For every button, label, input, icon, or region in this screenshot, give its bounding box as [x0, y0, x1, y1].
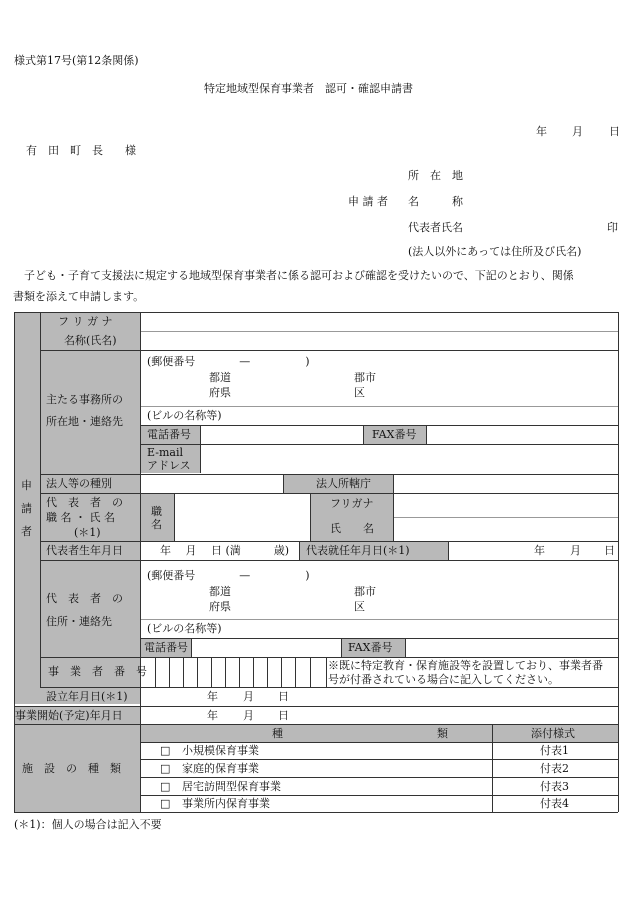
facility-form: 付表1: [540, 744, 569, 757]
date-month: 月: [572, 125, 583, 138]
established-day: 日: [278, 690, 289, 703]
checkbox-icon[interactable]: □: [160, 780, 171, 793]
building-name-field[interactable]: (ビルの名称等): [147, 409, 222, 422]
address-label-2: 住所・連絡先: [46, 615, 112, 628]
rep-furigana-label: フリガナ: [330, 497, 374, 510]
rep-label-3: (＊1): [74, 526, 101, 539]
rep-building-field[interactable]: (ビルの名称等): [147, 622, 222, 635]
rep-since-day: 日: [604, 544, 615, 557]
facility-type-label: 施 設 の 種 類: [22, 762, 121, 775]
rep-prefecture-1: 都道: [209, 585, 231, 598]
fax-label: FAX番号: [372, 428, 417, 441]
rep-birth-label: 代表者生年月日: [46, 544, 123, 557]
checkbox-icon[interactable]: □: [160, 744, 171, 757]
facility-name: 居宅訪問型保育事業: [182, 780, 281, 793]
document-title: 特定地域型保育事業者 認可・確認申請書: [204, 82, 413, 95]
email-label-2: アドレス: [147, 459, 191, 472]
rep-since-month: 月: [570, 544, 581, 557]
representative-label: 代表者氏名: [408, 221, 463, 234]
form-number: 様式第17号(第12条関係): [14, 54, 139, 67]
facility-form-header: 添付様式: [531, 727, 575, 740]
applicant-label: 申 請 者: [348, 195, 388, 208]
checkbox-icon[interactable]: □: [160, 762, 171, 775]
prefecture-label-1: 都道: [209, 371, 231, 384]
business-number-label: 事 業 者 番 号: [48, 665, 147, 678]
date-year: 年: [536, 125, 547, 138]
facility-form: 付表3: [540, 780, 569, 793]
furigana-label: フ リ ガ ナ: [58, 315, 113, 328]
business-number-note-1: ※既に特定教育・保育施設等を設置しており、事業者番: [328, 659, 603, 672]
side-label-3: 者: [21, 525, 32, 538]
facility-kind-header: 種 類: [272, 727, 448, 740]
rep-fax-label: FAX番号: [348, 641, 393, 654]
rep-fullname-label: 氏 名: [330, 522, 374, 535]
start-month: 月: [243, 709, 254, 722]
facility-name: 小規模保育事業: [182, 744, 259, 757]
side-label-2: 請: [21, 502, 32, 515]
date-day: 日: [609, 125, 620, 138]
established-month: 月: [243, 690, 254, 703]
applicant-name-label: 名 称: [408, 195, 463, 208]
seal-mark: 印: [607, 221, 618, 234]
rep-since-year: 年: [534, 544, 545, 557]
facility-name: 家庭的保育事業: [182, 762, 259, 775]
rep-label-2: 職 名 ・ 氏 名: [46, 511, 115, 524]
facility-name: 事業所内保育事業: [182, 797, 270, 810]
start-day: 日: [278, 709, 289, 722]
established-label: 設立年月日(＊1): [46, 690, 128, 703]
rep-city-1: 郡市: [354, 585, 376, 598]
corp-office-label: 法人所轄庁: [316, 477, 371, 490]
start-date-label: 事業開始(予定)年月日: [15, 709, 123, 722]
start-year: 年: [207, 709, 218, 722]
side-label-1: 申: [21, 479, 32, 492]
rep-phone-label: 電話番号: [144, 641, 188, 654]
title-label-1: 職: [151, 505, 162, 518]
rep-city-2: 区: [354, 600, 365, 613]
postal-code-field[interactable]: (郵便番号 — ): [147, 355, 310, 368]
email-label-1: E-mail: [147, 446, 183, 459]
established-year: 年: [207, 690, 218, 703]
intro-line-2: 書類を添えて申請します。: [13, 290, 145, 303]
name-label: 名称(氏名): [64, 334, 117, 347]
business-number-note-2: 号が付番されている場合に記入してください。: [328, 673, 559, 686]
intro-line-1: 子ども・子育て支援法に規定する地域型保育事業者に係る認可および確認を受けたいので、下記のとおり、関係: [24, 269, 574, 282]
city-label-2: 区: [354, 386, 365, 399]
rep-prefecture-2: 府県: [209, 600, 231, 613]
applicant-location-label: 所 在 地: [408, 169, 463, 182]
prefecture-label-2: 府県: [209, 386, 231, 399]
office-label-1: 主たる事務所の: [46, 393, 123, 406]
address-label-1: 代 表 者 の: [46, 592, 123, 605]
checkbox-icon[interactable]: □: [160, 797, 171, 810]
title-label-2: 名: [151, 518, 162, 531]
rep-since-label: 代表就任年月日(＊1): [306, 544, 410, 557]
phone-label: 電話番号: [147, 428, 191, 441]
rep-postal-field[interactable]: (郵便番号 — ): [147, 569, 310, 582]
corp-type-label: 法人等の種別: [46, 477, 112, 490]
rep-birth-field[interactable]: 年 月 日 (満 歳): [160, 544, 290, 557]
footnote: (＊1)：個人の場合は記入不要: [14, 818, 162, 831]
facility-form: 付表4: [540, 797, 569, 810]
facility-form: 付表2: [540, 762, 569, 775]
city-label-1: 郡市: [354, 371, 376, 384]
office-label-2: 所在地・連絡先: [46, 415, 123, 428]
applicant-note: (法人以外にあっては住所及び氏名): [408, 245, 582, 258]
addressee: 有 田 町 長 様: [26, 144, 136, 157]
rep-label-1: 代 表 者 の: [46, 496, 123, 509]
